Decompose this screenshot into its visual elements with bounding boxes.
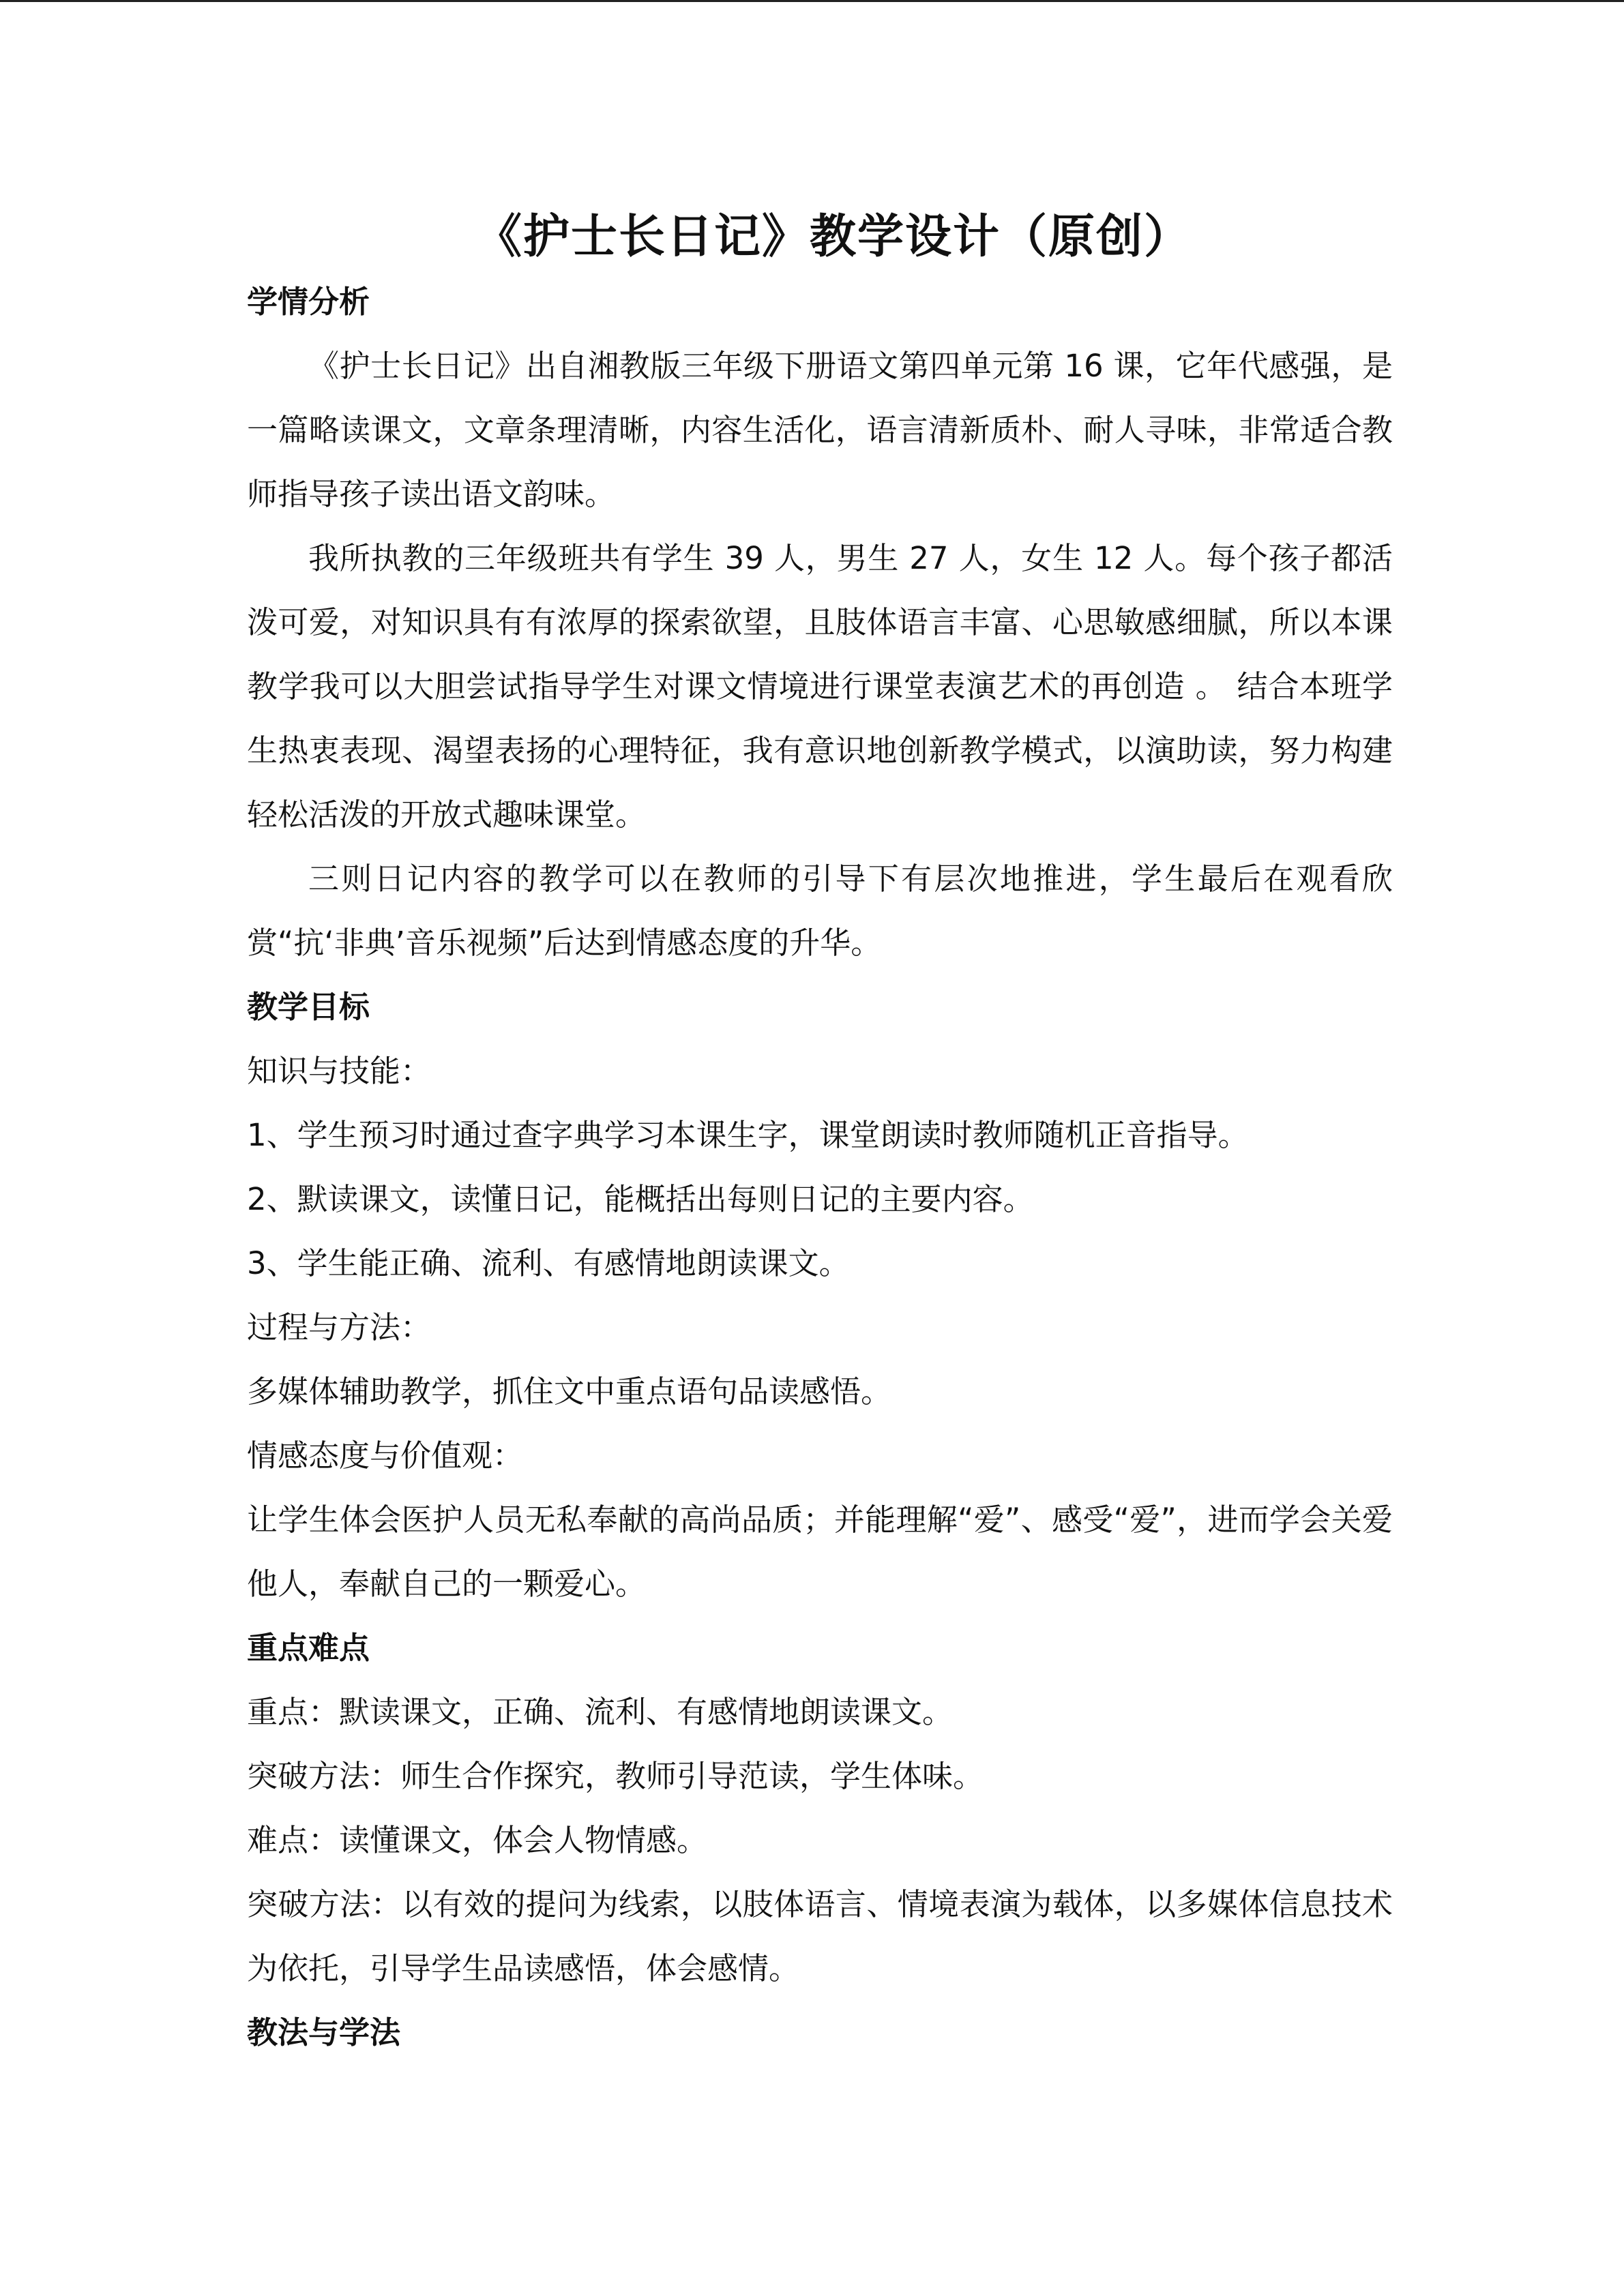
section-heading-keypoints: 重点难点 [247,1630,370,1666]
focus-point: 重点：默读课文，正确、流利、有感情地朗读课文。 [247,1694,954,1730]
process-methods-label: 过程与方法： [247,1309,432,1345]
page-top-border [0,0,1624,2]
knowledge-skills-label: 知识与技能： [247,1053,432,1089]
difficulty-point: 难点：读懂课文，体会人物情感。 [247,1822,708,1858]
document-title: 《护士长日记》教学设计（原创） [475,210,1192,264]
section-heading-methods: 教法与学法 [247,2014,401,2051]
analysis-paragraph-3: 三则日记内容的教学可以在教师的引导下有层次地推进，学生最后在观看欣赏“抗‘非典’音乐视频”后达到情感态度的升华。 [247,861,1393,961]
emotion-values-text: 让学生体会医护人员无私奉献的高尚品质；并能理解“爱”、感受“爱”，进而学会关爱他人，奉献自己的一颗爱心。 [247,1502,1393,1602]
document-page [247,205,1393,2065]
objective-item-2: 2、默读课文，读懂日记，能概括出每则日记的主要内容。 [247,1181,1034,1217]
section-heading-analysis: 学情分析 [247,284,370,320]
section-heading-objectives: 教学目标 [247,989,370,1025]
analysis-paragraph-2: 我所执教的三年级班共有学生 39 人，男生 27 人，女生 12 人。每个孩子都活泼可爱，对知识具有有浓厚的探索欲望，且肢体语言丰富、心思敏感细腻，所以本课教学我可以大胆尝试指导学生对课文情境进行课堂表演艺术的再创造 。 结合本班学生热衷表现、渴望表扬的心理特征，我有意识地创新教学模式，以演助读，努力构建轻松活泼的开放式趣味课堂。 [247,540,1393,833]
analysis-paragraph-1: 《护士长日记》出自湘教版三年级下册语文第四单元第 16 课，它年代感强，是一篇略读课文，文章条理清晰，内容生活化，语言清新质朴、耐人寻味，非常适合教师指导孩子读出语文韵味。 [247,348,1393,512]
objective-item-3: 3、学生能正确、流利、有感情地朗读课文。 [247,1245,850,1281]
difficulty-method: 突破方法：以有效的提问为线索，以肢体语言、情境表演为载体，以多媒体信息技术为依托，引导学生品读感悟，体会感情。 [247,1886,1393,1986]
emotion-values-label: 情感态度与价值观： [247,1437,524,1474]
focus-method: 突破方法：师生合作探究，教师引导范读，学生体味。 [247,1758,984,1794]
process-methods-text: 多媒体辅助教学，抓住文中重点语句品读感悟。 [247,1373,892,1410]
objective-item-1: 1、学生预习时通过查字典学习本课生字，课堂朗读时教师随机正音指导。 [247,1117,1249,1153]
